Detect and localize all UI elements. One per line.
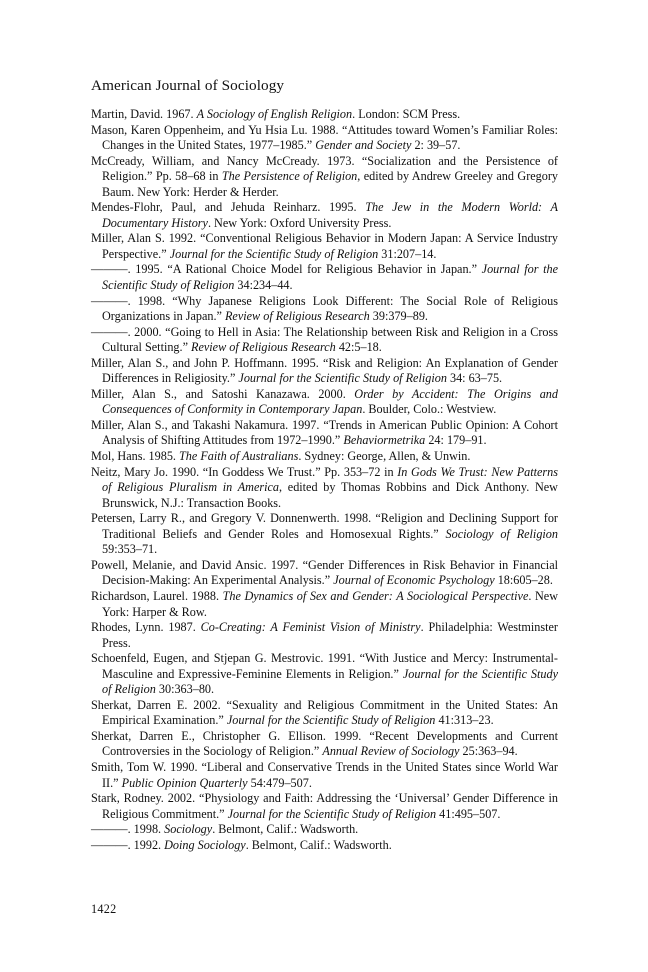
reference-title: The Dynamics of Sex and Gender: A Sociological Perspective <box>222 588 529 603</box>
reference-text: . Philadelphia: Westminster Press. <box>102 620 558 650</box>
reference-entry <box>91 356 558 387</box>
reference-title: The Persistence of Religion <box>221 169 358 184</box>
reference-entry <box>91 465 558 512</box>
reference-title: Journal for the Scientific Study of Religion <box>169 246 379 261</box>
reference-text: Smith, Tom W. 1990. “Liberal and Conservative Trends in the United States since World War II.” <box>91 759 558 790</box>
reference-text: Mol, Hans. 1985. <box>91 449 180 464</box>
reference-text: 31:207–14. <box>378 246 437 261</box>
reference-text: Stark, Rodney. 2002. “Physiology and Faith: Addressing the ‘Universal’ Gender Difference in Religious Commitment.” <box>91 791 558 821</box>
reference-entry <box>91 729 558 760</box>
reference-text: . Boulder, Colo.: Westview. <box>362 402 497 417</box>
reference-text: Miller, Alan S., and John P. Hoffmann. 1995. “Risk and Religion: An Explanation of Gender Differences in Religiosity.” <box>91 355 558 386</box>
reference-text: Miller, Alan S., and Satoshi Kanazawa. 2000. <box>91 386 355 401</box>
reference-text: 34:234–44. <box>234 278 293 293</box>
page-number: 1422 <box>91 902 117 916</box>
reference-text: . Belmont, Calif.: Wadsworth. <box>212 822 359 837</box>
reference-text: Mason, Karen Oppenheim, and Yu Hsia Lu. 1988. “Attitudes toward Women’s Familiar Roles: Changes in the United States, 1977–1985.” <box>91 122 558 153</box>
reference-entry <box>91 387 558 418</box>
reference-title: The Faith of Australians <box>179 449 299 464</box>
reference-title: Public Opinion Quarterly <box>121 775 248 790</box>
reference-text: Martin, David. 1967. <box>91 107 197 121</box>
reference-entry <box>91 449 558 465</box>
reference-entry <box>91 107 558 123</box>
reference-title: Review of Religious Research <box>191 340 336 355</box>
reference-title: The Jew in the Modern World: A Documentary History <box>102 200 558 230</box>
reference-text: 30:363–80. <box>155 682 215 697</box>
reference-entry <box>91 154 558 201</box>
reference-title: Co-Creating: A Feminist Vision of Ministry <box>200 620 421 635</box>
reference-text: . Belmont, Calif.: Wadsworth. <box>245 837 392 852</box>
reference-entry <box>91 511 558 558</box>
reference-text: , edited by Thomas Robbins and Dick Anthony. New Brunswick, N.J.: Transaction Books. <box>102 480 558 510</box>
reference-entry <box>91 231 558 262</box>
reference-text: Sherkat, Darren E. 2002. “Sexuality and Religious Commitment in the United States: An Empirical Examination.” <box>91 697 558 728</box>
reference-text: Rhodes, Lynn. 1987. <box>91 620 201 635</box>
reference-list <box>91 107 558 853</box>
reference-text: ———. 1995. “A Rational Choice Model for Religious Behavior in Japan.” <box>91 262 482 277</box>
reference-text: , edited by Andrew Greeley and Gregory Baum. New York: Herder & Herder. <box>102 169 558 199</box>
reference-title: Journal for the Scientific Study of Religion <box>238 371 447 386</box>
reference-entry <box>91 620 558 651</box>
reference-entry <box>91 589 558 620</box>
reference-text: 24: 179–91. <box>425 433 487 448</box>
reference-title: Doing Sociology <box>164 837 246 852</box>
reference-text: ———. 2000. “Going to Hell in Asia: The Relationship between Risk and Religion in a Cross Cultural Setting.” <box>91 324 558 355</box>
reference-text: ———. 1998. “Why Japanese Religions Look Different: The Social Role of Religious Organizations in Japan.” <box>91 293 558 324</box>
reference-text: 2: 39–57. <box>411 138 461 153</box>
reference-text: . Sydney: George, Allen, & Unwin. <box>298 449 471 464</box>
reference-text: Schoenfeld, Eugen, and Stjepan G. Mestrovic. 1991. “With Justice and Mercy: Instrumental-Masculine and Expressive-Feminine Elements in Religion.” <box>91 651 558 681</box>
reference-title: Journal of Economic Psychology <box>333 573 495 588</box>
reference-text: . New York: Harper & Row. <box>102 588 559 619</box>
reference-text: Richardson, Laurel. 1988. <box>91 588 223 603</box>
reference-entry <box>91 325 558 356</box>
reference-text: 41:313–23. <box>435 713 494 728</box>
reference-text: ———. 1998. <box>91 822 165 837</box>
reference-entry <box>91 262 558 293</box>
reference-text: 54:479–507. <box>247 775 312 790</box>
reference-title: Journal for the Scientific Study of Religion <box>227 806 437 821</box>
reference-text: Powell, Melanie, and David Ansic. 1997. “Gender Differences in Risk Behavior in Financial Decision-Making: An Experimental Analysis.” <box>91 557 558 588</box>
reference-text: Petersen, Larry R., and Gregory V. Donnenwerth. 1998. “Religion and Declining Support for Traditional Beliefs and Gender Roles and Homosexual Rights.” <box>91 511 558 541</box>
reference-entry <box>91 200 558 231</box>
reference-entry <box>91 838 558 854</box>
reference-text: Mendes-Flohr, Paul, and Jehuda Reinharz. 1995. <box>91 200 366 215</box>
reference-title: In Gods We Trust: New Patterns of Religious Pluralism in America <box>102 464 558 495</box>
reference-title: Annual Review of Sociology <box>322 744 460 759</box>
running-head: American Journal of Sociology <box>91 77 285 94</box>
reference-entry <box>91 651 558 698</box>
reference-text: Sherkat, Darren E., Christopher G. Ellison. 1999. “Recent Developments and Current Controversies in the Sociology of Religion.” <box>91 728 558 759</box>
reference-entry <box>91 294 558 325</box>
reference-title: Behaviormetrika <box>343 433 426 448</box>
reference-title: Gender and Society <box>315 138 412 153</box>
reference-text: 59:353–71. <box>102 542 158 557</box>
reference-text: Miller, Alan S. 1992. “Conventional Religious Behavior in Modern Japan: A Service Industry Perspective.” <box>91 231 558 261</box>
reference-text: 25:363–94. <box>459 744 518 759</box>
reference-entry <box>91 698 558 729</box>
reference-entry <box>91 418 558 449</box>
reference-title: Journal for the Scientific Study of Religion <box>102 666 558 697</box>
reference-title: Review of Religious Research <box>224 309 370 324</box>
reference-text: Miller, Alan S., and Takashi Nakamura. 1997. “Trends in American Public Opinion: A Cohort Analysis of Shifting Attitudes from 1972–1990.” <box>91 417 558 448</box>
reference-text: . London: SCM Press. <box>352 107 461 121</box>
reference-title: A Sociology of English Religion <box>196 107 353 121</box>
reference-text: 42:5–18. <box>335 340 382 355</box>
reference-title: Sociology of Religion <box>445 526 558 541</box>
reference-text: 41:495–507. <box>436 806 501 821</box>
reference-entry <box>91 123 558 154</box>
reference-entry <box>91 791 558 822</box>
reference-text: Neitz, Mary Jo. 1990. “In Goddess We Trust.” Pp. 353–72 in <box>91 464 398 479</box>
reference-title: Journal for the Scientific Study of Religion <box>226 713 436 728</box>
reference-text: ———. 1992. <box>91 837 165 852</box>
reference-entry <box>91 822 558 838</box>
reference-entry <box>91 760 558 791</box>
reference-title: Order by Accident: The Origins and Consequences of Conformity in Contemporary Japan <box>102 386 558 417</box>
reference-text: 39:379–89. <box>369 309 428 324</box>
reference-text: McCready, William, and Nancy McCready. 1973. “Socialization and the Persistence of Religion.” Pp. 58–68 in <box>91 153 558 184</box>
reference-entry <box>91 558 558 589</box>
reference-text: . New York: Oxford University Press. <box>207 215 392 230</box>
reference-title: Journal for the Scientific Study of Religion <box>102 262 559 293</box>
reference-title: Sociology <box>164 822 213 837</box>
reference-text: 34: 63–75. <box>446 371 503 386</box>
reference-text: 18:605–28. <box>494 573 553 588</box>
